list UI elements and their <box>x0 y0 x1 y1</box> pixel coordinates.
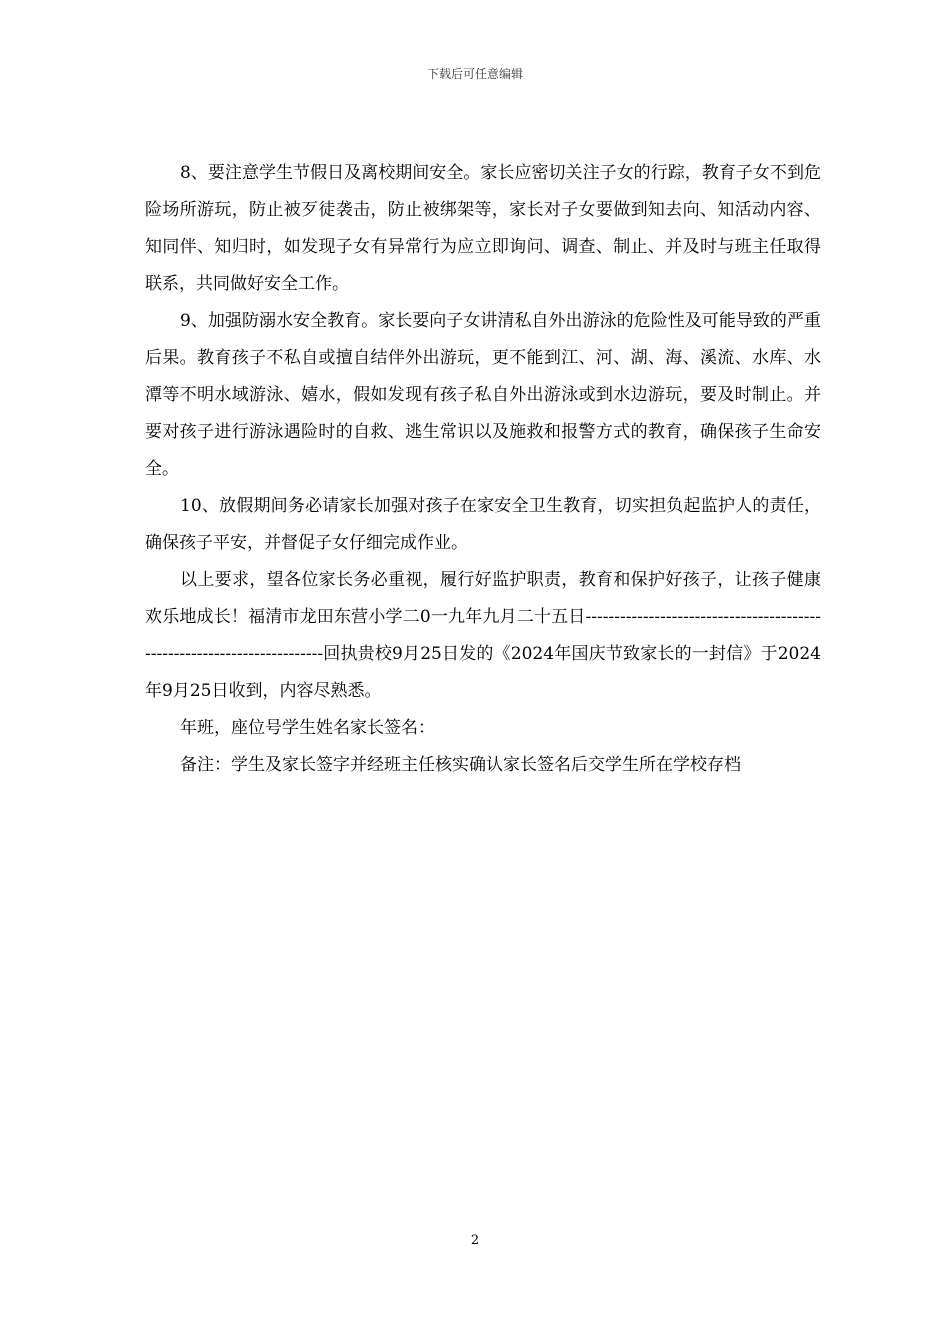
paragraph-item-9: 9、加强防溺水安全教育。家长要向子女讲清私自外出游泳的危险性及可能导致的严重后果。教育孩子不私自或擅自结伴外出游玩，更不能到江、河、湖、海、溪流、水库、水潭等不明水域游泳、嬉水，假如发现有孩子私自外出游泳或到水边游玩，要及时制止。并要对孩子进行游泳遇险时的自救、逃生常识以及施救和报警方式的教育，确保孩子生命安全。 <box>145 311 821 479</box>
paragraph-item-8: 8、要注意学生节假日及离校期间安全。家长应密切关注子女的行踪，教育子女不到危险场所游玩，防止被歹徒袭击，防止被绑架等，家长对子女要做到知去向、知活动内容、知同伴、知归时，如发现子女有异常行为应立即询问、调查、制止、并及时与班主任取得联系，共同做好安全工作。 <box>145 163 821 294</box>
paragraph-remark: 备注：学生及家长签字并经班主任核实确认家长签名后交学生所在学校存档 <box>180 755 741 775</box>
document-body <box>145 155 821 784</box>
paragraph-item-10: 10、放假期间务必请家长加强对孩子在家安全卫生教育，切实担负起监护人的责任，确保孩子平安，并督促子女仔细完成作业。 <box>145 496 821 553</box>
paragraph-signature-line: 年班，座位号学生姓名家长签名： <box>180 718 435 738</box>
page-header: 下载后可任意编辑 <box>426 67 523 81</box>
page-number: 2 <box>470 1233 480 1248</box>
paragraph-closing-receipt: 以上要求，望各位家长务必重视，履行好监护职责，教育和保护好孩子，让孩子健康欢乐地成长！福清市龙田东营小学二0一九年九月二十五日------------------------------------------------------------------------回执贵校9月25日发的《2024年国庆节致家长的一封信》于2024年9月25日收到，内容尽熟悉。 <box>145 570 821 701</box>
